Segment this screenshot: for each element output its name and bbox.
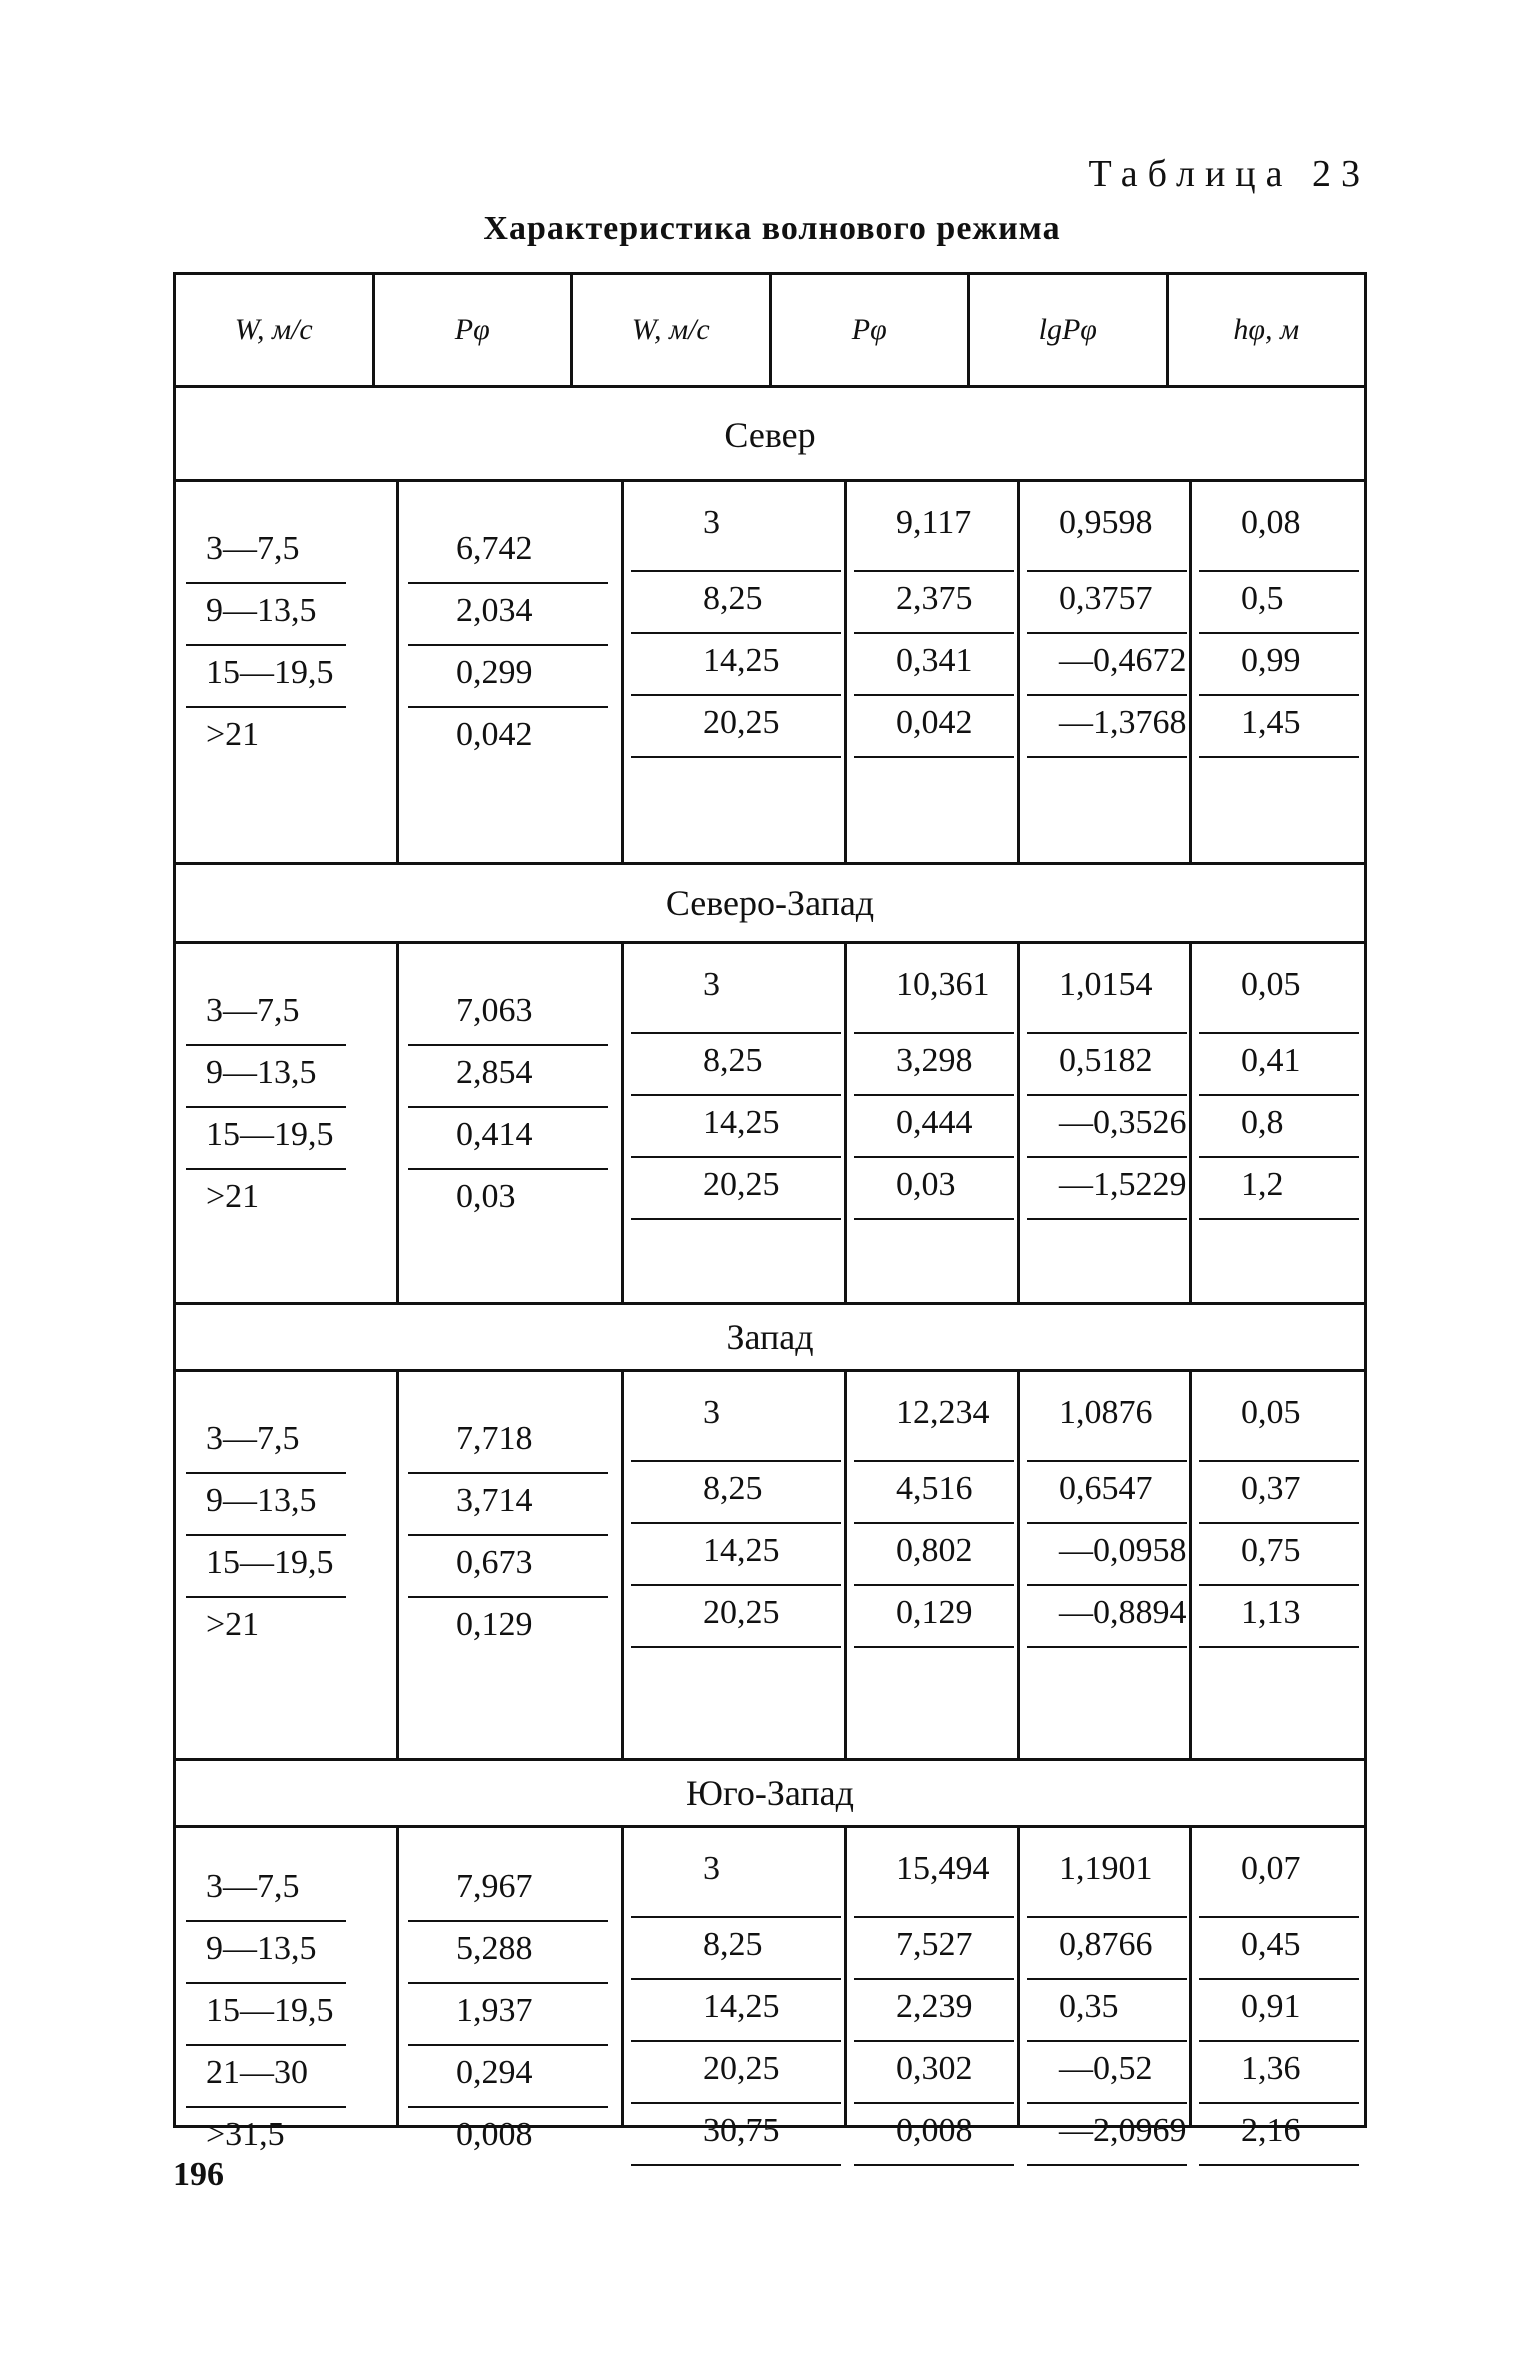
right-wind-cell: 14,25	[703, 1988, 780, 2025]
row-rule	[408, 582, 608, 584]
column-divider	[1017, 482, 1020, 862]
row-rule	[1027, 1094, 1187, 1096]
table-header-row	[176, 275, 1364, 388]
row-rule	[1199, 1032, 1359, 1034]
row-rule	[1199, 1916, 1359, 1918]
log-prob-cell: 0,9598	[1059, 504, 1153, 541]
right-prob-cell: 0,129	[896, 1594, 973, 1631]
row-rule	[631, 1916, 841, 1918]
row-rule	[854, 2102, 1014, 2104]
row-rule	[631, 570, 841, 572]
row-rule	[854, 1584, 1014, 1586]
right-prob-cell: 0,341	[896, 642, 973, 679]
right-wind-cell: 3	[703, 1394, 720, 1431]
row-rule	[408, 706, 608, 708]
wave-height-cell: 0,08	[1241, 504, 1301, 541]
row-rule	[1199, 632, 1359, 634]
row-rule	[854, 1094, 1014, 1096]
row-rule	[1199, 1156, 1359, 1158]
row-rule	[1027, 1646, 1187, 1648]
log-prob-cell: —1,3768	[1059, 704, 1187, 741]
left-wind-cell: >21	[206, 1606, 260, 1643]
row-rule	[854, 1156, 1014, 1158]
column-divider	[621, 482, 624, 862]
row-rule	[854, 632, 1014, 634]
section-block	[176, 944, 1364, 1305]
column-divider	[396, 944, 399, 1302]
row-rule	[1199, 1522, 1359, 1524]
right-prob-cell: 0,042	[896, 704, 973, 741]
right-prob-cell: 3,298	[896, 1042, 973, 1079]
left-prob-cell: 0,299	[456, 654, 533, 691]
row-rule	[1199, 1094, 1359, 1096]
right-wind-cell: 20,25	[703, 2050, 780, 2087]
row-rule	[631, 1584, 841, 1586]
row-rule	[1027, 2164, 1187, 2166]
right-wind-cell: 20,25	[703, 1166, 780, 1203]
column-divider	[844, 1372, 847, 1758]
row-rule	[854, 1032, 1014, 1034]
right-wind-cell: 14,25	[703, 1104, 780, 1141]
row-rule	[186, 644, 346, 646]
row-rule	[186, 1472, 346, 1474]
left-wind-cell: 15—19,5	[206, 1992, 334, 2029]
row-rule	[186, 1920, 346, 1922]
section-title: Запад	[176, 1302, 1364, 1372]
log-prob-cell: —2,0969	[1059, 2112, 1187, 2149]
row-rule	[631, 1646, 841, 1648]
section-block	[176, 1372, 1364, 1761]
row-rule	[631, 2164, 841, 2166]
row-rule	[1199, 1218, 1359, 1220]
row-rule	[1199, 570, 1359, 572]
log-prob-cell: 0,6547	[1059, 1470, 1153, 1507]
row-rule	[408, 1168, 608, 1170]
row-rule	[631, 1156, 841, 1158]
row-rule	[1199, 1978, 1359, 1980]
row-rule	[631, 2040, 841, 2042]
row-rule	[186, 1596, 346, 1598]
col-header-wind-left: W, м/с	[176, 275, 375, 385]
column-divider	[1017, 1372, 1020, 1758]
right-prob-cell: 0,008	[896, 2112, 973, 2149]
left-prob-cell: 1,937	[456, 1992, 533, 2029]
column-divider	[1189, 1372, 1192, 1758]
section-title: Север	[176, 388, 1364, 482]
right-wind-cell: 8,25	[703, 580, 763, 617]
row-rule	[854, 1522, 1014, 1524]
right-wind-cell: 3	[703, 966, 720, 1003]
left-prob-cell: 7,063	[456, 992, 533, 1029]
column-divider	[1017, 944, 1020, 1302]
row-rule	[408, 1044, 608, 1046]
row-rule	[1199, 1646, 1359, 1648]
left-prob-cell: 0,042	[456, 716, 533, 753]
log-prob-cell: 1,0154	[1059, 966, 1153, 1003]
row-rule	[408, 1920, 608, 1922]
log-prob-cell: 0,35	[1059, 1988, 1119, 2025]
row-rule	[408, 1596, 608, 1598]
row-rule	[854, 2040, 1014, 2042]
column-divider	[1189, 482, 1192, 862]
section-title: Юго-Запад	[176, 1758, 1364, 1828]
row-rule	[1027, 694, 1187, 696]
col-header-prob-right: Pφ	[772, 275, 971, 385]
left-prob-cell: 7,718	[456, 1420, 533, 1457]
right-prob-cell: 0,444	[896, 1104, 973, 1141]
left-wind-cell: 15—19,5	[206, 1116, 334, 1153]
left-prob-cell: 2,854	[456, 1054, 533, 1091]
row-rule	[408, 1106, 608, 1108]
log-prob-cell: —1,5229	[1059, 1166, 1187, 1203]
row-rule	[1027, 1156, 1187, 1158]
column-divider	[621, 1828, 624, 2125]
wave-height-cell: 1,36	[1241, 2050, 1301, 2087]
row-rule	[186, 706, 346, 708]
column-divider	[621, 944, 624, 1302]
row-rule	[1027, 1460, 1187, 1462]
log-prob-cell: —0,4672	[1059, 642, 1187, 679]
log-prob-cell: 1,1901	[1059, 1850, 1153, 1887]
column-divider	[844, 944, 847, 1302]
col-header-wind-right: W, м/с	[573, 275, 772, 385]
row-rule	[1027, 2102, 1187, 2104]
row-rule	[1027, 1916, 1187, 1918]
right-prob-cell: 9,117	[896, 504, 972, 541]
data-table	[173, 272, 1367, 2153]
left-wind-cell: >21	[206, 1178, 260, 1215]
log-prob-cell: 0,8766	[1059, 1926, 1153, 1963]
left-prob-cell: 6,742	[456, 530, 533, 567]
column-divider	[621, 1372, 624, 1758]
row-rule	[1027, 570, 1187, 572]
left-wind-cell: 3—7,5	[206, 992, 300, 1029]
wave-height-cell: 0,99	[1241, 642, 1301, 679]
right-wind-cell: 30,75	[703, 2112, 780, 2149]
row-rule	[1199, 694, 1359, 696]
row-rule	[631, 1032, 841, 1034]
right-prob-cell: 10,361	[896, 966, 990, 1003]
row-rule	[1027, 1978, 1187, 1980]
row-rule	[854, 2164, 1014, 2166]
row-rule	[408, 1534, 608, 1536]
wave-height-cell: 1,13	[1241, 1594, 1301, 1631]
row-rule	[854, 1460, 1014, 1462]
row-rule	[631, 694, 841, 696]
right-wind-cell: 8,25	[703, 1042, 763, 1079]
row-rule	[1027, 1584, 1187, 1586]
row-rule	[1027, 632, 1187, 634]
left-wind-cell: 9—13,5	[206, 1054, 317, 1091]
left-prob-cell: 0,673	[456, 1544, 533, 1581]
row-rule	[631, 1978, 841, 1980]
row-rule	[1199, 2040, 1359, 2042]
row-rule	[854, 1218, 1014, 1220]
left-prob-cell: 2,034	[456, 592, 533, 629]
row-rule	[1199, 1584, 1359, 1586]
column-divider	[396, 1372, 399, 1758]
wave-height-cell: 0,8	[1241, 1104, 1284, 1141]
log-prob-cell: 1,0876	[1059, 1394, 1153, 1431]
row-rule	[1199, 2102, 1359, 2104]
left-wind-cell: 9—13,5	[206, 1482, 317, 1519]
right-wind-cell: 14,25	[703, 642, 780, 679]
right-wind-cell: 3	[703, 1850, 720, 1887]
left-wind-cell: >31,5	[206, 2116, 285, 2153]
wave-height-cell: 0,05	[1241, 966, 1301, 1003]
right-wind-cell: 8,25	[703, 1926, 763, 1963]
row-rule	[186, 2106, 346, 2108]
row-rule	[631, 1094, 841, 1096]
wave-height-cell: 0,91	[1241, 1988, 1301, 2025]
row-rule	[631, 1218, 841, 1220]
row-rule	[186, 2044, 346, 2046]
right-wind-cell: 20,25	[703, 1594, 780, 1631]
row-rule	[631, 632, 841, 634]
row-rule	[408, 644, 608, 646]
section-block	[176, 1828, 1364, 2153]
wave-height-cell: 1,45	[1241, 704, 1301, 741]
row-rule	[186, 1534, 346, 1536]
page-number: 196	[173, 2156, 224, 2193]
column-divider	[396, 482, 399, 862]
log-prob-cell: —0,3526	[1059, 1104, 1187, 1141]
left-wind-cell: 9—13,5	[206, 592, 317, 629]
table-caption: Характеристика волнового режима	[483, 210, 1061, 247]
left-wind-cell: 3—7,5	[206, 530, 300, 567]
row-rule	[631, 1522, 841, 1524]
wave-height-cell: 0,41	[1241, 1042, 1301, 1079]
section-block	[176, 482, 1364, 865]
left-wind-cell: 9—13,5	[206, 1930, 317, 1967]
log-prob-cell: 0,5182	[1059, 1042, 1153, 1079]
row-rule	[408, 2044, 608, 2046]
left-wind-cell: 15—19,5	[206, 654, 334, 691]
left-wind-cell: 3—7,5	[206, 1868, 300, 1905]
column-divider	[1189, 944, 1192, 1302]
row-rule	[631, 756, 841, 758]
left-prob-cell: 0,294	[456, 2054, 533, 2091]
table-label: Таблица 23	[1088, 153, 1370, 195]
row-rule	[854, 694, 1014, 696]
col-header-log-prob: lgPφ	[970, 275, 1169, 385]
log-prob-cell: —0,8894	[1059, 1594, 1187, 1631]
left-prob-cell: 3,714	[456, 1482, 533, 1519]
row-rule	[854, 1646, 1014, 1648]
row-rule	[1027, 1218, 1187, 1220]
left-wind-cell: 21—30	[206, 2054, 308, 2091]
right-prob-cell: 2,375	[896, 580, 973, 617]
right-prob-cell: 7,527	[896, 1926, 973, 1963]
left-wind-cell: 3—7,5	[206, 1420, 300, 1457]
row-rule	[1027, 2040, 1187, 2042]
wave-height-cell: 0,5	[1241, 580, 1284, 617]
right-wind-cell: 8,25	[703, 1470, 763, 1507]
wave-height-cell: 1,2	[1241, 1166, 1284, 1203]
row-rule	[631, 1460, 841, 1462]
row-rule	[186, 1168, 346, 1170]
left-prob-cell: 0,008	[456, 2116, 533, 2153]
row-rule	[854, 1916, 1014, 1918]
left-prob-cell: 0,03	[456, 1178, 516, 1215]
left-prob-cell: 5,288	[456, 1930, 533, 1967]
wave-height-cell: 0,07	[1241, 1850, 1301, 1887]
column-divider	[844, 482, 847, 862]
column-divider	[396, 1828, 399, 2125]
wave-height-cell: 0,45	[1241, 1926, 1301, 1963]
right-wind-cell: 20,25	[703, 704, 780, 741]
right-prob-cell: 12,234	[896, 1394, 990, 1431]
right-prob-cell: 2,239	[896, 1988, 973, 2025]
row-rule	[1199, 2164, 1359, 2166]
right-prob-cell: 15,494	[896, 1850, 990, 1887]
row-rule	[1027, 1522, 1187, 1524]
right-prob-cell: 0,03	[896, 1166, 956, 1203]
col-header-prob-left: Pφ	[375, 275, 574, 385]
col-header-wave-height: hφ, м	[1233, 313, 1300, 346]
row-rule	[186, 1982, 346, 1984]
row-rule	[186, 1044, 346, 1046]
row-rule	[186, 1106, 346, 1108]
row-rule	[1199, 756, 1359, 758]
left-prob-cell: 0,414	[456, 1116, 533, 1153]
left-wind-cell: >21	[206, 716, 260, 753]
column-divider	[1189, 1828, 1192, 2125]
right-prob-cell: 4,516	[896, 1470, 973, 1507]
log-prob-cell: —0,0958	[1059, 1532, 1187, 1569]
wave-height-cell: 0,75	[1241, 1532, 1301, 1569]
column-divider	[844, 1828, 847, 2125]
row-rule	[408, 1472, 608, 1474]
row-rule	[854, 1978, 1014, 1980]
wave-height-cell: 0,37	[1241, 1470, 1301, 1507]
right-prob-cell: 0,802	[896, 1532, 973, 1569]
right-wind-cell: 14,25	[703, 1532, 780, 1569]
left-prob-cell: 0,129	[456, 1606, 533, 1643]
row-rule	[186, 582, 346, 584]
right-wind-cell: 3	[703, 504, 720, 541]
column-divider	[1017, 1828, 1020, 2125]
left-wind-cell: 15—19,5	[206, 1544, 334, 1581]
wave-height-cell: 2,16	[1241, 2112, 1301, 2149]
row-rule	[408, 1982, 608, 1984]
left-prob-cell: 7,967	[456, 1868, 533, 1905]
log-prob-cell: —0,52	[1059, 2050, 1153, 2087]
row-rule	[854, 756, 1014, 758]
log-prob-cell: 0,3757	[1059, 580, 1153, 617]
row-rule	[408, 2106, 608, 2108]
row-rule	[1027, 1032, 1187, 1034]
row-rule	[854, 570, 1014, 572]
row-rule	[1027, 756, 1187, 758]
row-rule	[1199, 1460, 1359, 1462]
right-prob-cell: 0,302	[896, 2050, 973, 2087]
section-title: Северо-Запад	[176, 862, 1364, 944]
row-rule	[631, 2102, 841, 2104]
wave-height-cell: 0,05	[1241, 1394, 1301, 1431]
